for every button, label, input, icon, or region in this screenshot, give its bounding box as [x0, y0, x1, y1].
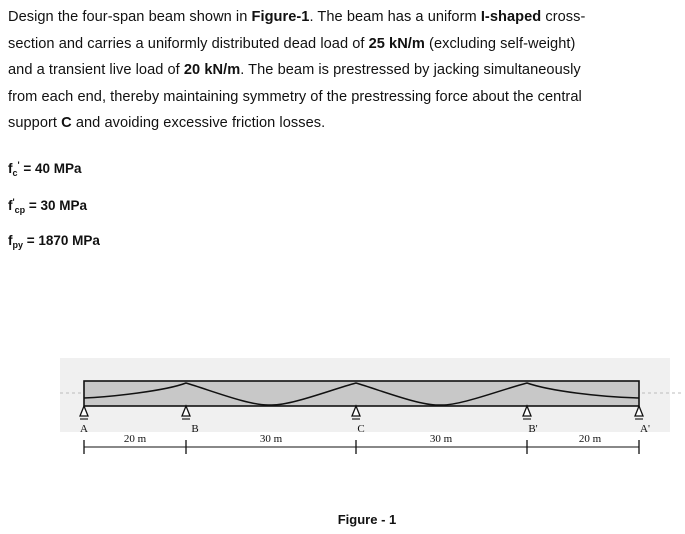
property-fc: $f_c' = 40$ MPa	[8, 160, 82, 178]
support-label: A'	[640, 423, 650, 435]
problem-line-1: Design the four-span beam shown in Figure-1. The beam has a uniform I-shaped cross-	[8, 9, 586, 25]
span-length-label: 30 m	[259, 433, 283, 445]
support-label: A	[80, 423, 88, 435]
span-length-label: 20 m	[578, 433, 602, 445]
support-label: B'	[528, 423, 538, 435]
problem-line-3: and a transient live load of 20 kN/m. The beam is prestressed by jacking simultaneously	[8, 62, 581, 78]
problem-line-5: support C and avoiding excessive friction losses.	[8, 115, 326, 131]
property-fpy: $f_{py} = 1870$ MPa	[8, 233, 100, 250]
support-label: B	[191, 423, 199, 435]
span-length-label: 30 m	[429, 433, 453, 445]
support-label: C	[357, 423, 365, 435]
property-fcp: $f'_{cp} = 30$ MPa	[8, 197, 88, 215]
problem-line-2: section and carries a uniformly distributed dead load of 25 kN/m (excluding self-weight)	[8, 35, 576, 52]
span-length-label: 20 m	[123, 433, 147, 445]
problem-line-4: from each end, thereby maintaining symmetry of the prestressing force about the central	[8, 88, 582, 105]
figure-caption: Figure - 1	[337, 512, 397, 527]
